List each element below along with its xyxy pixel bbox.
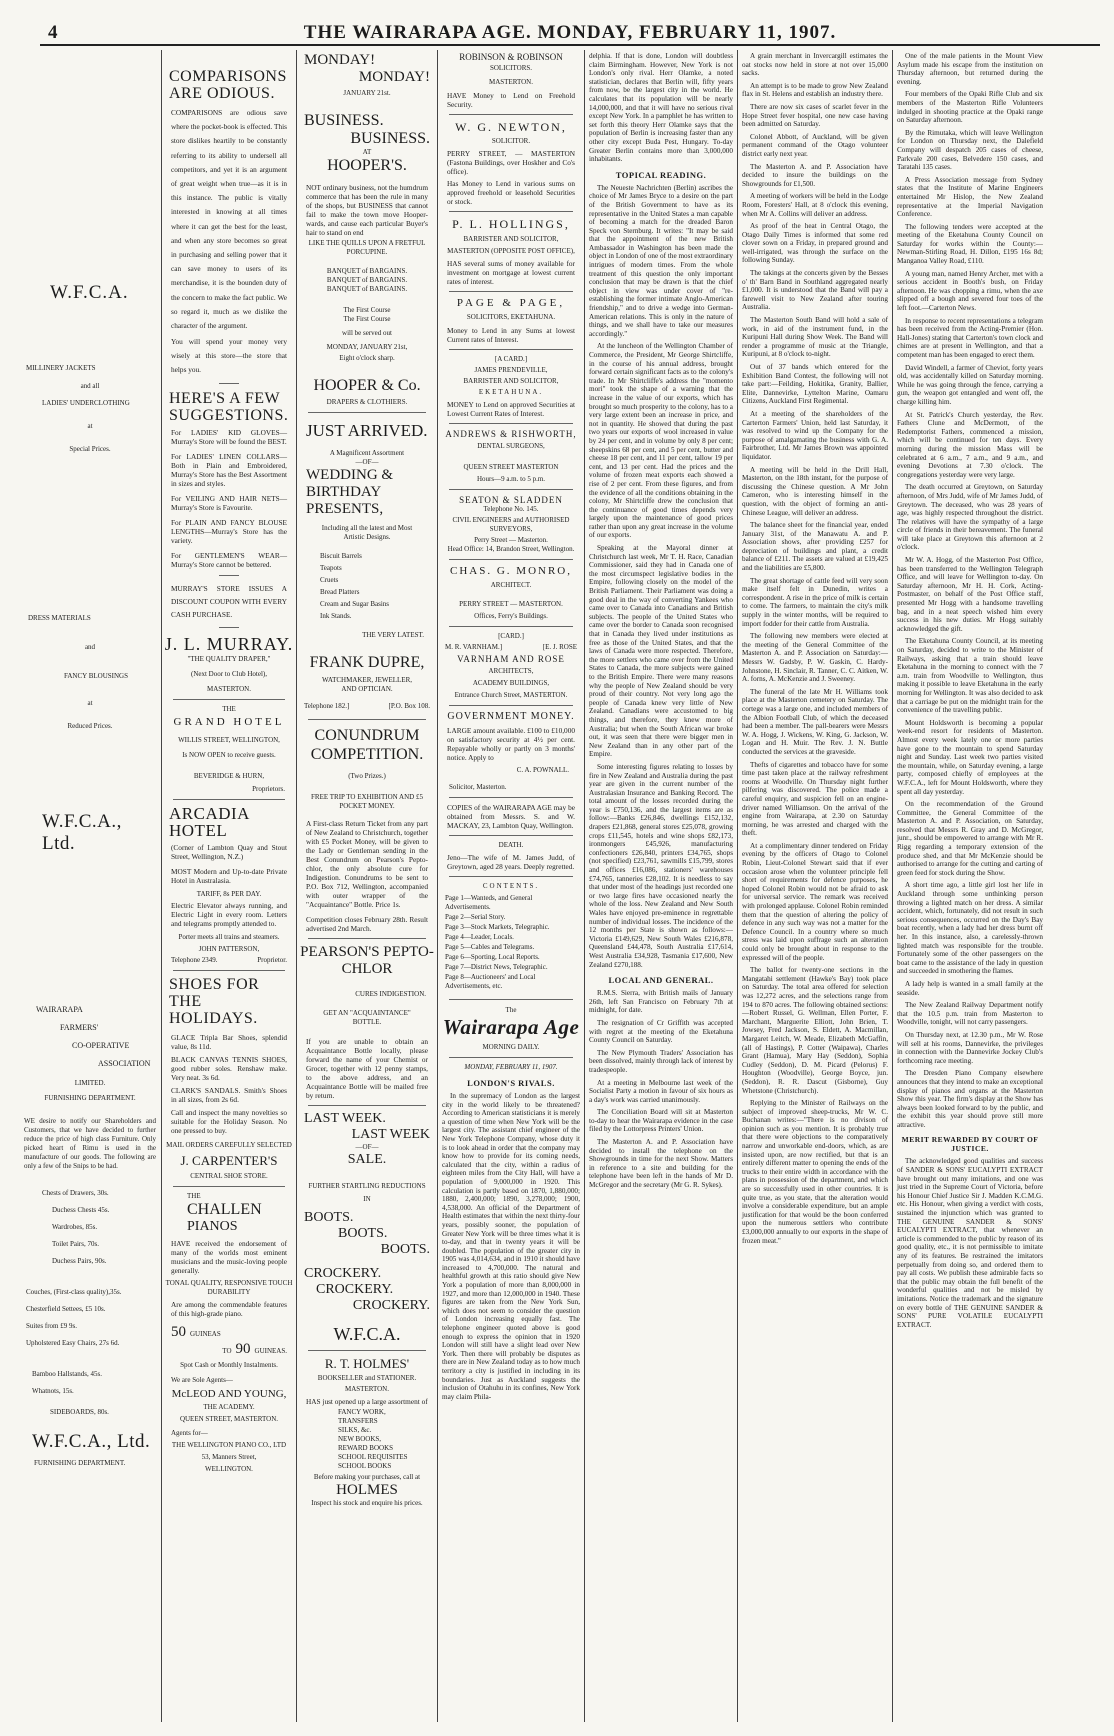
price-item: Whatnots, 15s. [32, 1387, 74, 1395]
contents-item: Page 6—Sporting, Local Reports. [445, 953, 540, 961]
newton-address: PERRY STREET, — MASTERTON (Fastona Buildings, over Hoskher and Co's office). [447, 149, 575, 176]
proprietors: Proprietors. [252, 785, 285, 794]
price-item: Bamboo Hallstands, 45s. [32, 1370, 102, 1378]
first-course: The First Course [343, 306, 391, 314]
furnishing-dept-label: FURNISHING DEPARTMENT. [44, 1094, 136, 1102]
eketahuna-label: EKETAHUNA. [478, 388, 544, 396]
challen-name: CHALLEN [187, 1201, 262, 1219]
shoes-item: CLARK'S SANDALS. Smith's Shoes in all sizes, from 2s 6d. [171, 1086, 287, 1105]
news-paragraph: Mount Holdsworth is becoming a popular week-end resort for residents of Masterton. Almost every week lately one or more parties have gone to the mountain to spend Saturday night and Sunday. Last week two parties visited the mountain, while, on Saturday evening, a large party, composed chiefly of employees at the W.F.C.A., left for Mount Holdsworth, where they spent all day yesterday. [897, 718, 1043, 796]
newspaper-title: THE WAIRARAPA AGE. MONDAY, FEBRUARY 11, 1907. [303, 22, 837, 43]
leader-date: MONDAY, FEBRUARY 11, 1907. [464, 1063, 558, 1071]
news-paragraph: By the Rimutaka, which will leave Wellington for London on Thursday next, the Dalefield Company will despatch 205 cases of cheese, Parkvale 200 cases, Belvedere 150 cases, and Taratahi 135 cases. [897, 128, 1043, 172]
column-rule [161, 50, 162, 1722]
newton-solicitor: SOLICITOR. [491, 137, 531, 145]
sole-agents: We are Sole Agents— [171, 1376, 233, 1385]
crockery-heading: CROCKERY. [304, 1266, 382, 1281]
comparisons-body: COMPARISONS are odious save where the pocket-book is effected. This store dislikes heartily to be constantly referring to its ability to undersell all competitors, and yet it is an argument of great weight when true—as it is in this instance. The public is vitally interested in knowing at all times where it can get the best for the least, and when any store becomes so great in purchasing and selling power that it can save money to users of its merchandise, it is the bounden duty of the concern to make the fact public. We so regard it, much as we dislike the character of the argument. [171, 108, 287, 331]
hollings-address: MASTERTON (OPPOSITE POST OFFICE), [447, 247, 575, 255]
holmes-item: TRANSFERS [338, 1417, 378, 1425]
hoopers-body: NOT ordinary business, not the humdrum commerce that has been the rule in many of the shops, but BUSINESS that cannot fail to make the town move Hooper-wards, and cause each particular Buyer's hair to stand on end [306, 183, 428, 237]
news-paragraph: In response to recent representations a telegram has been received from the Acting-Premier (Hon. Hall-Jones) stating that Carterton's town clock and chimes are at present in Wellington, and that a competent man has been engaged to erect them. [897, 316, 1043, 359]
news-paragraph: A short time ago, a little girl lost her life in Auckland through some unthinking person throwing a lighted match on her dress. A similar accident, which, fortunately, did not result in such serious consequences, occurred on the Day's Bay boat recently, when a lady had her dress burnt off her. In this instance, also, a carelessly-thrown lighted match was responsible for the trouble. Fortunately some of the other passengers on the boat came to the assistance of the lady in question and succeeded in smothering the flames. [897, 881, 1043, 976]
londons-rivals-heading: LONDON'S RIVALS. [467, 1078, 555, 1088]
two-prizes: (Two Prizes.) [348, 772, 386, 780]
at-label-2: at [87, 699, 93, 707]
contents-item: Page 7—District News, Telegraphic. [445, 963, 548, 971]
challen-body: HAVE received the endorsement of many of the worlds most eminent musicians and the music-loving people generally. [171, 1239, 287, 1276]
news-paragraph: Four members of the Opaki Rifle Club and six members of the Masterton Rifle Volunteers indulged in shooting practice at the Opaki range on Saturday afternoon. [897, 90, 1043, 125]
magnificent-assortment: A Magnificent Assortment [329, 449, 405, 457]
boots-heading: BOOTS. [380, 1242, 430, 1257]
contents-item: Page 1—Wanteds, and General Advertisements. [445, 894, 533, 911]
monro-street: PERRY STREET — MASTERTON. [459, 600, 563, 608]
wedding-birthday-heading: WEDDING & BIRTHDAY PRESENTS, [306, 467, 394, 517]
holmes-item: NEW BOOKS, [338, 1435, 382, 1443]
monro-architect: ARCHITECT. [490, 581, 532, 589]
contents-item: Page 8—Auctioneers' and Local Advertisements, etc. [445, 973, 536, 990]
at-label: at [87, 422, 93, 430]
column-rule [437, 50, 438, 1722]
news-paragraph: At a complimentary dinner tendered on Friday evening by the officers of Otago to Colonel Robin, Lieut-Colonel Stewart said that if ever occasion arose when the volunteer principle fell short of requirements for defence purposes, he hoped Colonel Robin would not be afraid to ask for universal service. The remark was received with prolonged applause. Colonel Robin reminded them that the question of altering the policy of defence in any such way was not a matter for the Defence Council. In a country where so much stress was laid upon suffrage such an alteration could only be brought about in response to the expressed will of the people. [742, 841, 888, 962]
comparisons-title: COMPARISONS ARE ODIOUS. [169, 68, 287, 102]
contents-item: Page 4—Leader, Locals. [445, 933, 514, 941]
column-rule [584, 50, 585, 1722]
wfca-ltd-heading: W.F.C.A., Ltd. [42, 811, 122, 854]
boots-heading: BOOTS. [338, 1226, 388, 1241]
pownall: C. A. POWNALL. [516, 766, 569, 774]
news-paragraph: As proof of the heat in Central Otago, the Otago Daily Times is informed that some red clover sown on a Friday, in prepared ground and well-irrigated, was through the surface on the following Sunday. [742, 222, 888, 265]
pearsons-heading: PEARSON'S PEPTO-CHLOR [300, 944, 434, 977]
news-paragraph: An attempt is to be made to grow New Zealand flax in St. Helens and establish an industry there. [742, 81, 888, 99]
and-all-label: and all [80, 382, 100, 390]
guineas-label: GUINEAS [190, 1330, 221, 1339]
news-paragraph: The Conciliation Board will sit at Masterton to-day to hear the Wairarapa evidence in the case filed by the Lottorpress Printers' Union. [589, 1108, 733, 1134]
monro-offices: Offices, Ferry's Buildings. [474, 612, 548, 620]
holmes-item: FANCY WORK, [338, 1408, 386, 1416]
prendeville-body: MONEY to Lend on approved Securities at Lowest Current Rates of Interest. [447, 400, 575, 418]
civil-engineers: CIVIL ENGINEERS and AUTHORISED SURVEYORS, [452, 516, 570, 533]
before-purchases: Before making your purchases, call at [313, 1473, 421, 1481]
academy-buildings: ACADEMY BUILDINGS, [472, 679, 550, 687]
manners-street: 53, Manners Street, [201, 1453, 257, 1462]
dupre-po-box: [P.O. Box 108. [388, 702, 430, 710]
wfca-ltd-heading-2: W.F.C.A., Ltd. [32, 1431, 151, 1452]
arcadia-address: (Corner of Lambton Quay and Stout Street, Wellington, N.Z.) [171, 843, 287, 862]
column-notices-4 [439, 52, 583, 1722]
news-paragraph: The balance sheet for the financial year, ended January 31st, of the Manawatu A. and P. Association shows, after providing £257 for depreciation of buildings and plant, a credit balance of £211. The assets are valued at £19,425 and the liabilities are £5,800. [742, 521, 888, 573]
contents-item: Page 5—Cables and Telegrams. [445, 943, 535, 951]
govt-body: LARGE amount available. £100 to £10,000 on satisfactory security at 4½ per cent. Repayable wholly or partly on 3 months' notice. Apply to [447, 726, 575, 762]
very-latest: THE VERY LATEST. [362, 631, 424, 639]
special-prices-label: Special Prices. [69, 445, 111, 453]
price-item: SIDEBOARDS, 80s. [50, 1408, 109, 1416]
merit-rewarded-heading: MERIT REWARDED BY COURT OF JUSTICE. [901, 1135, 1039, 1154]
arcadia-telephone: Telephone 2349. [171, 956, 218, 965]
pianos-label: PIANOS [187, 1219, 238, 1235]
cures-indigestion: CURES INDIGESTION. [355, 990, 426, 998]
holmes-heading-2: HOLMES [336, 1482, 398, 1498]
news-paragraph: One of the male patients in the Mount View Asylum made his escape from the institution on Thursday afternoon, but returned during the evening. [897, 52, 1043, 86]
gift-item: Ink Stands. [320, 612, 352, 620]
news-paragraph: Colonel Abbott, of Auckland, will be given permanent command of the Otago volunteer district early next year. [742, 132, 888, 158]
gift-item: Cream and Sugar Basins [320, 600, 390, 608]
the-label-2: THE [187, 1192, 201, 1201]
news-paragraph: A lady help is wanted in a small family at the seaside. [897, 979, 1043, 997]
drapers-clothiers: DRAPERS & CLOTHIERS. [326, 398, 408, 406]
business-heading: BUSINESS. [304, 112, 384, 129]
shoes-item: BLACK CANVAS TENNIS SHOES, good rubber soles. Renshaw make. Very neat. 3s 6d. [171, 1055, 287, 1083]
news-paragraph: A meeting of workers will be held in the Lodge Room, Foresters' Hall, at 8 o'clock this evening, when Mr A. Collins will deliver an address. [742, 192, 888, 218]
coop-line-4: ASSOCIATION [98, 1059, 151, 1068]
column-ads-2 [163, 52, 295, 1722]
robinson-name: ROBINSON & ROBINSON [459, 52, 563, 62]
price-high: 90 [235, 1341, 251, 1358]
holmes-masterton: MASTERTON. [345, 1385, 389, 1393]
wfca-heading-3: W.F.C.A. [333, 1324, 401, 1344]
column-rule [892, 50, 893, 1722]
carpenter-name: J. CARPENTER'S [180, 1153, 278, 1169]
reduced-prices-label: Reduced Prices. [67, 722, 113, 730]
column-rule [737, 50, 738, 1722]
boots-heading: BOOTS. [304, 1210, 354, 1225]
hoopers-heading: HOOPER'S. [327, 157, 407, 174]
and-label: and [84, 643, 96, 651]
news-paragraph: Speaking at the Mayoral dinner at Christchurch last week, Mr T. H. Race, Canadian Commissioner, said they had in Canada one of the most circumspect legislative bodies in the Empire, following closely on the model of the British Parliament. Their Parliament was doing a good deal in the way of converting Yankees who came over to Canada into Canadians and British subjects. The people of the United States who came over the border to Canada soon recognised that in Canada they lived under institutions as free as those of the United States, and that the laws of Canada were more respected. Therefore, the more settlers who came over from the United States to Canada, the more subjects were gained to the British Empire. There were many reasons why the people of New Zealand should be very proud of their country. Not very long ago the people of Canada knew very little of New Zealand. Canadians were accustomed to big things, and therefore, they knew more of Australia; but when the South African war broke out, it was seen that there were bigger men in New Zealand than in any other part of the Empire. [589, 544, 733, 759]
masthead [40, 22, 1100, 46]
price-item: Wardrobes, 85s. [52, 1223, 98, 1231]
perry-street: Perry Street — Masterton. [474, 536, 548, 544]
govt-money: GOVERNMENT MONEY. [447, 711, 575, 722]
suggestion-item: For LADIES' KID GLOVES—Murray's Store will be found the BEST. [171, 428, 287, 447]
news-paragraph: At St. Patrick's Church yesterday, the Rev. Fathers Clune and McDermott, of the Redemptorist Fathers, commenced a mission, which will be continued for ten days. Every morning during the mission Mass will be celebrated at 6 a.m., 7 a.m., and 9 a.m., and evening Devotions at 7.30 o'clock. The congregations yesterday were very large. [897, 410, 1043, 479]
holmes-item: SCHOOL REQUISITES [338, 1453, 408, 1461]
news-paragraph: A meeting will be held in the Drill Hall, Masterton, on the 18th instant, for the purpose of discussing the Chinese question. A Mr John Cameron, who is interesting himself in the question, with the object of forming an anti-Chinese League, will deliver an address. [742, 465, 888, 517]
contents-heading: CONTENTS. [482, 882, 540, 890]
free-trip: FREE TRIP TO EXHIBITION AND £5 POCKET MONEY. [311, 793, 423, 810]
holmes-item: SILKS, &c. [338, 1426, 372, 1434]
price-item: Duchess Pairs, 90s. [52, 1257, 107, 1265]
guineas-label-2: GUINEAS. [254, 1347, 287, 1356]
unable-body: If you are unable to obtain an Acquaintance Bottle locally, please forward the name of your Chemist or Grocer, together with 12 penny stamps, to the above address, and an Acquaintance Bottle will be mailed free by return. [306, 1037, 428, 1100]
news-paragraph: The Masterton A. and P. Association have decided to install the telephone on the Showgrounds in time for the next Show. Matters in reference to a site and building for the telephone have been left in the hands of Mr D. McGregor and the secretary (Mr G. R. Sykes). [589, 1138, 733, 1190]
january-date: JANUARY 21st. [343, 89, 391, 97]
londons-rivals-body: In the supremacy of London as the largest city in the world likely to be threatened? According to American statisticians it is merely a question of time when New York will be the largest city. The assistant chief engineer of the New York Telephone Company, whose duty it is to look ahead in order that the company may know how to provide for its coming needs, calculated that the city, within a radius of eighteen miles from the City Hall, will have a population of 9,000,000 in 1920. This calculation is partly based on 1870, 1,880,000; 1880, 2,400,000; 1890, 3,278,000; 1900, 4,538,000. An official of the Department of Health estimates that within the next thirty-four years, possibly sooner, the population of Greater New York will be three times what it is to-day, and that in twenty years it will be doubled. The population of the greater city in 1905 was 4,014,634, and in 1910 it should have increased to 4,700,000. The natural and healthful growth at this ratio should give New York a population of more than 8,000,000 in 1927, and more than 12,000,000 in 1940. These figures are taken from the New York Sun, which does not seem to consider the question of London increasing equally fast. The telephone engineer quoted above is good enough to express the opinion that in 1920 London will still have a slight lead over New York. Then there will probably be disputes as there are in New Zealand today as to how much territory a city is justified in including in its boundaries. Just as Auckland suggests the inclusion of Otahuhu in its confines, New York may claim Phila- [442, 1092, 580, 1401]
tonal-quality: TONAL QUALITY, RESPONSIVE TOUCH DURABILITY [165, 1279, 293, 1297]
the-label: The [505, 1006, 517, 1014]
in-label: IN [363, 1195, 371, 1203]
central-shoe-store: CENTRAL SHOE STORE. [190, 1172, 268, 1181]
porcupine-line: LIKE THE QUILLS UPON A FRETFUL PORCUPINE. [308, 239, 426, 256]
contents-item: Page 3—Stock Markets, Telegraphic. [445, 923, 550, 931]
andrews-name: ANDREWS & RISHWORTH, [445, 429, 577, 439]
prendeville-sub: BARRISTER AND SOLICITOR, [463, 377, 559, 385]
varnham-initials: M. R. VARNHAM.] [445, 643, 503, 651]
newton-name: W. G. NEWTON, [455, 120, 567, 134]
column-rule [296, 50, 297, 1722]
robinson-masterton: MASTERTON. [489, 78, 533, 86]
news-paragraph: On the recommendation of the Ground Committee, the General Committee of the Masterton A. and P. Association, on Saturday, resolved that Messrs R. Gray and D. McGregor, junr., should be empowered to arrange with Mr R. Rigg regarding a temporary extension of the produce shed, and that Mr McKenzie should be authorised to arrange for the cutting and carting of green feed for stock during the Show. [897, 800, 1043, 877]
wairarapa-age-title: Wairarapa Age [442, 1015, 580, 1039]
price-item: Duchess Chests 45s. [52, 1206, 110, 1214]
church-street: Entrance Church Street, MASTERTON. [454, 691, 568, 699]
news-paragraph: The New Plymouth Traders' Association has been dissolved, mainly through lack of interest by tradespeople. [589, 1048, 733, 1074]
millinery-label: MILLINERY JACKETS [26, 364, 96, 372]
queen-street: QUEEN STREET, MASTERTON. [179, 1415, 279, 1424]
column-news-7 [894, 52, 1046, 1722]
news-paragraph: A young man, named Henry Archer, met with a serious accident in Booth's bush, on Friday afternoon. He was chopping a rimu, when the axe slipped off a bough and severed four toes of the left foot.—Carterton News. [897, 269, 1043, 313]
fancy-blousings-label: FANCY BLOUSINGS [64, 672, 128, 680]
spot-cash: Spot Cash or Monthly Instalments. [180, 1361, 278, 1370]
news-paragraph: At a meeting of the shareholders of the Carterton Farmers' Union, held last Saturday, it was resolved to wind up the Company for the purpose of amalgamating the business with G. A. Fairbrother, Ltd. Mr James Brown was appointed liquidator. [742, 409, 888, 461]
news-paragraph: At the luncheon of the Wellington Chamber of Commerce, the President, Mr George Shirtcliffe, in the course of his annual address, brought forward certain significant facts as to the colony's trade. In Mr Shirtcliffe's address the "momento mori" took the shape of a warning that the increase in the value of our exports, which has brought so much prosperity to the colony, has to a very large extent been an increase in price, and not in quantity. He showed that during the past two years our exports of wool increased in value by 24 per cent, and in volume by only 8 per cent; sheepskins 68 per cent, and 5 per cent, butter and cheese 18 per cent, and 11 per cent, tallow 19 per cent, and 13 per cent. Had the prices and the volume of frozen meat exports each showed a rise of 2 per cent. From these figures, and from the evidence of all the conditions obtaining in the colony, Mr Shirtcliffe drew the conclusion that the continuance of good times depends very largely upon the maintenance of good prices rather than upon any great increase in the volume of our exports. [589, 342, 733, 540]
grand-hotel-address: WILLIS STREET, WELLINGTON, [178, 736, 280, 745]
banquet-line: BANQUET of BARGAINS. [326, 276, 408, 284]
newton-body: Has Money to Lend in various sums on approved freehold or leasehold Securities or stock. [447, 179, 575, 206]
price-item: Upholstered Easy Chairs, 27s 6d. [26, 1339, 120, 1347]
topical-reading-heading: TOPICAL READING. [615, 169, 707, 180]
gift-item: Cruets [320, 576, 339, 584]
last-week-heading-2: LAST WEEK [351, 1127, 430, 1142]
rose-initials: [E. J. ROSE [542, 643, 577, 651]
news-paragraph: There are now six cases of scarlet fever in the Hope Street fever hospital, one new case having been admitted on Saturday. [742, 102, 888, 129]
seaton-name: SEATON & SLADDEN [459, 495, 563, 505]
dental-surgeons: DENTAL SURGEONS, [477, 442, 545, 450]
morning-daily: MORNING DAILY. [482, 1043, 540, 1051]
news-paragraph: Thefts of cigarettes and tobacco have for some time past taken place at the railway refreshment rooms at Woodville. On Thursday night further pilfering was discovered. The police made a careful enquiry, and suspicion fell on an engine-driver named Williamson. On the arrival of the engine from Wairarapa, at 2.30 on Saturday morning, he was arrested and charged with the theft. [742, 760, 888, 838]
further-reductions: FURTHER STARTLING REDUCTIONS [308, 1182, 426, 1190]
suggestion-item: For VEILING AND HAIR NETS—Murray's Store is Favourite. [171, 494, 287, 513]
shoes-item: GLACE Tripla Bar Shoes, splendid value, 8s 11d. [171, 1033, 287, 1052]
banquet-line: BANQUET of BARGAINS. [326, 267, 408, 275]
news-paragraph: The death occurred at Greytown, on Saturday afternoon, of Mrs Judd, wife of Mr James Judd, of Greytown. The deceased, who was 28 years of age, was highly respected throughout the district. The relatives will have the sympathy of a large circle of friends in their bereavement. The funeral will take place at Greytown this afternoon at 2 o'clock. [897, 483, 1043, 552]
holmes-body: HAS just opened up a large assortment of [306, 1397, 428, 1406]
page-page-name: PAGE & PAGE, [456, 297, 566, 309]
column-wfca-ad [20, 52, 160, 1722]
news-paragraph: The Neueste Nachrichten (Berlin) ascribes the choice of Mr James Bryce to a desire on the part of the British Government to have as its representative in the United States a man capable of becoming a match for the dreaded Baron Speck von Sternburg. It writes: "It may be said that the appointment of the new British Ambassador in Washington has been made the object in London of one of the most extraordinary intrigues of modern times. From the whole treatment of this question the only important conclusion that may be drawn is that the chief object in view was under cover of "re-establishing the former intimate Anglo-American friendship," and to drive a wedge into German-American relations. This is only in the nature of things, and we shall have to take our measures accordingly." [589, 183, 733, 338]
acquaintance-bottle: GET AN "ACQUAINTANCE" BOTTLE. [323, 1009, 411, 1026]
prendeville-name: JAMES PRENDEVILLE, [474, 366, 548, 374]
suggestion-item: For LADIES' LINEN COLLARS—Both in Plain and Embroidered, Murray's Store has the Best Assortment in sizes and styles. [171, 452, 287, 489]
just-arrived-heading: JUST ARRIVED. [306, 421, 428, 440]
mcleod-young: McLEOD AND YOUNG, [171, 1388, 287, 1401]
death-heading: DEATH. [498, 841, 524, 849]
dress-materials-label: DRESS MATERIALS [28, 614, 91, 622]
competition-closes: Competition closes February 28th. Result advertised 2nd March. [306, 915, 428, 933]
holmes-item: SCHOOL BOOKS [338, 1462, 392, 1470]
hollings-name: P. L. HOLLINGS, [452, 217, 570, 231]
price-item: Chests of Drawers, 30s. [42, 1189, 109, 1197]
card-label: [CARD.] [498, 632, 524, 640]
proprietor-label: Proprietor. [257, 956, 287, 965]
news-paragraph: On Thursday next, at 12.30 p.m., Mr W. Rose will sell at his rooms, Dannevirke, the privileges in connection with the Dannevirke Jockey Club's forthcoming race meeting. [897, 1030, 1043, 1065]
solicitor-masterton: Solicitor, Masterton. [449, 783, 507, 791]
monro-name: CHAS. G. MONRO, [450, 565, 572, 577]
underclothing-label: LADIES' UNDERCLOTHING [42, 399, 130, 407]
news-paragraph: Out of 37 bands which entered for the Exhibition Band Contest, the following will not take part:—Feilding, Hokitika, Granity, Ballier, Elite, Dannevirke, Lyttelton Marine, Oamaru Citizens, Auckland First Regimental. [742, 363, 888, 406]
gift-item: Bread Platters [320, 588, 360, 596]
of-label: —OF— [355, 458, 379, 466]
arcadia-body-2: Electric Elevator always running, and Electric Light in every room. Letters and telegrams promptly attended to. [171, 901, 287, 929]
news-paragraph: A grain merchant in Invercargill estimates the oat stocks now held in store at not over 15,000 sacks. [742, 52, 888, 78]
comparisons-body-2: You will spend your money very wisely at this store—the store that helps you. [171, 337, 287, 375]
coop-line-3: CO-OPERATIVE [72, 1041, 130, 1050]
page-body: Money to Lend in any Sums at lowest Current rates of Interest. [447, 326, 575, 344]
architects: ARCHITECTS, [488, 667, 534, 675]
jl-murray-name: J. L. MURRAY. [164, 634, 294, 655]
news-paragraph: Some interesting figures relating to losses by fire in New Zealand and Australia during the past year are given in the current number of the Australasian Insurance and Banking Record. The total amount of the losses recorded during the year is £750,136, and the largest items are as follow:—Banks £26,846, dwellings £152,132, drapers £21,868, general stores £25,078, growing crops £11,545, hotels and wine shops £82,173, ironmongers £45,926, manufacturing confectioners £26,840, printers £34,765, shops (not specified) £23,761, sawmills £15,799, stores and offices £16,086, stationers' warehouses £74,765, tanneries £28,102. It is needless to say that under most of the headings just recorded one or two large fires have occasioned nearly the whole of the loss. New Zealand and New South Wales have enjoyed pre-eminence in regrettable number of individual losses. The incidence of the 12 months per State is shown as follows:—Victoria £149,629, New South Wales £216,878, Queensland £44,478, South Australia £17,614, West Australia £34,928, Tasmania £17,600, New Zealand £270,188. [589, 762, 733, 969]
business-heading-2: BUSINESS. [350, 130, 430, 147]
news-paragraph: The following tenders were accepted at the meeting of the Eketahuna County Council on Saturday for works within the County:—Newman-Stirling Road, H. Dillon, £195 16s 8d; Manganoa Valley Road, £110. [897, 222, 1043, 266]
news-paragraph: The takings at the concerts given by the Besses o' th' Barn Band in Southland aggregated nearly £1,000. It is understood that the Band will pay a farewell visit to New Zealand after touring Australia. [742, 269, 888, 312]
beveridge-hurn: BEVERIDGE & HURN, [193, 772, 265, 781]
robinson-body: HAVE Money to Lend on Freehold Security. [447, 91, 575, 109]
gift-item: Teapots [320, 564, 342, 572]
furniture-intro: WE desire to notify our Shareholders and Customers, that we have decided to further reduce the price of high class Furniture. Only picked heart of Rimu is used in the manufacture of our goods. The following are only a few of the Snips to be had. [24, 1117, 156, 1170]
news-paragraph: The great shortage of cattle feed will very soon make itself felt in Dunedin, writes a correspondent. A rise in the price of milk is certain to come. The farmers, to maintain the city's milk supply in the winter months, will be required to import fodder for their cattle from Australia. [742, 576, 888, 628]
news-paragraph: The Eketahuna County Council, at its meeting on Saturday, decided to write to the Minister of Railways, asking that a train should leave Eketahuna in the morning to connect with the 7 a.m. train from Woodville to Wellington, thus making it possible to leave Eketahuna in the early morning for Wellington. It was also decided to ask that a carriage be put on the midnight train for the convenience of the travelling public. [897, 637, 1043, 715]
news-paragraph: The New Zealand Railway Department notify that the 10.5 p.m. train from Masterton to Woodville, tonight, will not carry passengers. [897, 1001, 1043, 1027]
news-paragraph: Replying to the Minister of Railways on the subject of improved sheep-trucks, Mr W. C. Buchanan writes:—"There is no divison of opinion such as you mention. It is probably true that there were objections to the comparatively narrow and unworkable end-doors, which, as are insisted upon, are now rectified, but that is an entirely different matter to opening the ends of the trucks to their entire width in accordance with the plans in possession of the department, and which are so successfully used in other countries. It is quite true, as you state, that the alteration would involve a considerable expenditure, but an ample justification for that would be the boon conferred upon the numerous settlers who contribute £3,000,000 annually to our exports in the shape of frozen meat." [742, 1099, 888, 1245]
sale-heading: SALE. [347, 1152, 387, 1167]
page-sub: SOLICITORS, EKETAHUNA. [466, 313, 556, 321]
furnishing-dept-label-2: FURNISHING DEPARTMENT. [34, 1459, 126, 1467]
last-week-heading: LAST WEEK. [304, 1111, 386, 1126]
eight-oclock: Eight o'clock sharp. [339, 354, 395, 362]
proprietor-name: JOHN PATTERSON, [198, 945, 260, 954]
local-general-heading: LOCAL AND GENERAL. [608, 975, 714, 986]
news-paragraph: Mr W. A. Hogg, of the Masterton Post Office, has been transferred to the Wellington Telegraph Office, and will leave for Wellington to-day. On Saturday afternoon, Mr H. H. Cork, Acting-Postmaster, on behalf of the Post Office staff, presented Mr Hogg with a handsome travelling bag, and in a neat speech wished him every success in his new duties. Mr Hogg suitably acknowledged the gift. [897, 556, 1043, 633]
shoes-item: Call and inspect the many novelties so suitable for the Holiday Season. No one pressed to buy. [171, 1108, 287, 1136]
served-out: will be served out [342, 329, 392, 337]
discount-coupon-notice: MURRAY'S STORE ISSUES A DISCOUNT COUPON WITH EVERY CASH PURCHASE. [171, 584, 287, 620]
hollings-sub: BARRISTER AND SOLICITOR, [463, 235, 559, 243]
free-trip-body: A First-class Return Ticket from any part of New Zealand to Christchurch, together with £5 Pocket Money, will be given to the Lady or Gentleman sending in the Best Conundrum on Pearson's Pepto-chlor, the only absolute cure for Indigestion. Conundrums to be sent to P.O. Box 712, Wellington, accompanied with outer wrapper of the "Acquaintance" Bottle. Price 1s. [306, 819, 428, 909]
price-item: Toilet Pairs, 70s. [52, 1240, 99, 1248]
varnham-rose: VARNHAM AND ROSE [457, 654, 565, 664]
price-item: Suites from £9 9s. [26, 1322, 77, 1330]
tariff: TARIFF, 8s PER DAY. [196, 890, 262, 899]
news-paragraph: The acknowledged good qualities and success of SANDER & SONS' EUCALYPTI EXTRACT have brought out many imitations, and one was just tried in the Supreme Court of Victoria, before his Honour Chief Justice Sir J. Madden K.C.M.G. etc. His Honour, when giving a verdict with costs, sustained the injunction which was granted to THE GENUINE SANDER & SONS' EUCALYPTI EXTRACT, that whenever an article is commended to the public by reason of its good quality, etc., it is not permissible to imitate any of its features. Be restrained the imitators perpetually from doing so, and ordered them to pay all costs. We publish these admirable facts so that the public may obtain the full benefit of the wonderful qualities and not be misled by imitations. Notice the trademark and the signature on every bottle of THE GENUINE SANDER & SONS' PURE VOLATILE EUCALYPTI EXTRACT. [897, 1157, 1043, 1329]
rivals-continued: delphia. If that is done, London will doubtless claim Birmingham. However, New York is not London's only rival. Herr Olamke, a noted statistician, declares that Berlin will, fifty years from now, be the largest city in the world. He calculates that its population will be nearly 14,000,000, and that it will have no serious rival except New York. In a pamphlet he has written to set forth this theory Herr Olamke says that the population of Berlin is increasing faster than any other city except Buda Pest, Hungary. To-day Greater Berlin contains more than 3,000,000 inhabitants. [589, 52, 733, 164]
monday-heading-2: MONDAY! [358, 69, 430, 85]
column-news-5 [586, 52, 736, 1722]
copies-notice: COPIES of the WAIRARAPA AGE may be obtained from Messrs. S. and W. MACKAY, 23, Lambton Quay, Wellington. [447, 803, 575, 830]
banquet-line: BANQUET of BARGAINS. [326, 285, 408, 293]
crockery-heading: CROCKERY. [352, 1298, 430, 1313]
suggestions-title: HERE'S A FEW SUGGESTIONS. [169, 390, 289, 425]
holmes-item: REWARD BOOKS [338, 1444, 394, 1452]
arcadia-body: MOST Modern and Up-to-date Private Hotel in Australasia. [171, 867, 287, 886]
column-news-6 [739, 52, 891, 1722]
bookseller: BOOKSELLER and STATIONER. [317, 1374, 417, 1382]
monday-january: MONDAY, JANUARY 21st, [326, 343, 408, 351]
news-paragraph: The Masterton A. and P. Association have decided to insure the buildings on the Showgrounds for £1,500. [742, 162, 888, 188]
shoes-title: SHOES FOR THE HOLIDAYS. [169, 976, 260, 1028]
coop-line-2: FARMERS' [60, 1023, 99, 1032]
arcadia-hotel-name: ARCADIA HOTEL [169, 804, 250, 841]
page-number: 4 [48, 22, 58, 43]
contents-item: Page 2—Serial Story. [445, 913, 506, 921]
masterton-label: MASTERTON. [207, 685, 251, 694]
mail-orders: MAIL ORDERS CAREFULLY SELECTED [166, 1141, 292, 1150]
including-designs: Including all the latest and Most Artistic Designs. [321, 524, 413, 541]
a-card: [A CARD.] [494, 355, 528, 363]
agents-for: Agents for— [171, 1429, 208, 1438]
first-course: The First Course [343, 315, 391, 323]
grand-hotel-name: GRAND HOTEL [173, 716, 285, 729]
column-ads-3 [298, 52, 436, 1722]
news-paragraph: The following new members were elected at the meeting of the General Committee of the Masterton A. and P. Association on Saturday:—Messrs W. Gadsby, P. W. Gaskin, C. Hardy-Johnstone, H. Sinclair, R. Tanner, C. C. Aitken, W. A. forns, A. McKenzie and J. Sweeney. [742, 632, 888, 684]
the-academy: THE ACADEMY. [203, 1403, 255, 1412]
head-office: Head Office: 14, Brandon Street, Wellington. [447, 545, 575, 553]
monday-heading: MONDAY! [304, 52, 376, 68]
hollings-body: HAS several sums of money available for investment on mortgage at lowest current rates of interest. [447, 259, 575, 286]
gift-item: Biscuit Barrels [320, 552, 362, 560]
price-low: 50 [171, 1324, 186, 1341]
wellington-label: WELLINGTON. [205, 1465, 253, 1474]
limited-label: LIMITED. [74, 1079, 106, 1087]
hours: Hours—9 a.m. to 5 p.m. [476, 475, 546, 483]
robinson-solicitors: SOLICITORS. [489, 64, 533, 72]
coop-line-1: WAIRARAPA [36, 1005, 83, 1014]
now-open: Is NOW OPEN to receive guests. [182, 751, 276, 760]
holmes-name: R. T. HOLMES' [324, 1356, 410, 1371]
price-item: Couches, (First-class quality),35s. [26, 1288, 122, 1296]
porter-note: Porter meets all trains and steamers. [178, 933, 280, 942]
suggestion-item: For GENTLEMEN'S WEAR—Murray's Store cannot be bettered. [171, 551, 287, 570]
crockery-heading: CROCKERY. [316, 1282, 394, 1297]
hooper-co-name: HOOPER & Co. [313, 377, 421, 394]
death-body: Jeno—The wife of M. James Judd, of Greytown, aged 28 years. Deeply regretted. [447, 853, 575, 871]
conundrum-heading: CONUNDRUM COMPETITION. [310, 727, 424, 763]
news-paragraph: At a meeting in Melbourne last week of the Socialist Party a motion in favour of six hours as a day's work was carried unanimously. [589, 1078, 733, 1104]
frank-dupre-name: FRANK DUPRE, [309, 654, 425, 671]
seaton-telephone: Telephone No. 145. [483, 505, 539, 513]
suggestion-item: For PLAIN AND FANCY BLOUSE LENGTHS—Murray's Store has the variety. [171, 518, 287, 546]
news-paragraph: The Masterton South Band will hold a sale of work, in aid of the instrument fund, in the Kuripuni Hall during Show Week. The Band will render a programme of music at the Triangle, Kuripuni, at 8 o'clock to-night. [742, 316, 888, 359]
dupre-telephone: Telephone 182.] [304, 702, 350, 710]
wellington-piano-co: THE WELLINGTON PIANO CO., LTD [171, 1441, 287, 1450]
inspect-stock: Inspect his stock and enquire his prices. [311, 1499, 423, 1507]
news-paragraph: The ballot for twenty-one sections in the Mangatahi settlement (Hawke's Bay) took place on Saturday. The total area offered for selection was 12,272 acres, and the selections range from 194 to 870 acres. The following obtained sections:—Robert Russel, G. Wellman, Ellen Porter, F. Marchant, Marguerite Elliott, John Brien, T. Jowsey, Fred Jackson, S. Eldett, A. Macmillan, Margaret Leitch, W. Meade, Elizabeth McGaffin, (all of Hastings), P. Cotter (Waipawa), Charles Grant (Hamua), Mary Hay (Seddon), Sophia Cudley (Seddon), D. M. Picard (Pelorus) F. Houghton (Woodville), George Boyce, jun. (Seddon), R. R. Dascut (Gisborne), Guy Whetstone (Christchurch). [742, 966, 888, 1095]
of-divider: —OF— [355, 1143, 379, 1151]
news-paragraph: The resignation of Cr Griffith was accepted with regret at the meeting of the Eketahuna County Council on Saturday. [589, 1018, 733, 1045]
the-label: THE [222, 705, 236, 714]
news-paragraph: David Windell, a farmer of Cheviot, forty years old, was accidentally killed on Saturday morning. While he was going through the fence, carrying a gun, the weapon got entangled and went off, the charge killing him. [897, 363, 1043, 406]
wfca-heading: W.F.C.A. [50, 282, 129, 303]
at-label: AT [362, 148, 372, 156]
price-item: Chesterfield Settees, £5 10s. [26, 1305, 106, 1313]
watchmaker: WATCHMAKER, JEWELLER, AND OPTICIAN. [321, 676, 413, 693]
next-door: (Next Door to Club Hotel), [190, 670, 267, 679]
to-label: TO [222, 1347, 232, 1356]
news-paragraph: The funeral of the late Mr H. Williams took place at the Masterton cemetery on Saturday. The cortege was a large one, and included members of the Albion Football Club, of which the deceased had been a member. The pall-bearers were Messrs W. A. Hogg, J. Wickens, W. King, G. Jackson, W. Logan and H. Muir. The Rev. J. N. Buttle conducted the services at the graveside. [742, 687, 888, 756]
among-features: Are among the commendable features of this high-grade piano. [171, 1300, 287, 1319]
news-paragraph: R.M.S. Sierra, with British mails of January 26th, left San Francisco on February 7th at midnight, for date. [589, 989, 733, 1015]
queen-street-masterton: QUEEN STREET MASTERTON [463, 463, 559, 471]
news-paragraph: The Dresden Piano Company elsewhere announces that they intend to make an exceptional display of pianos and organs at the Masterton Show this year. The firm's display at the Show has always been looked forward to by the public, and the exhibit this year should prove still more attractive. [897, 1069, 1043, 1129]
news-paragraph: A Press Association message from Sydney states that the Institute of Marine Engineers entertained Mr Hislop, the New Zealand representative at the Imperial Navigation Conference. [897, 175, 1043, 219]
quality-draper: "THE QUALITY DRAPER," [187, 655, 271, 664]
